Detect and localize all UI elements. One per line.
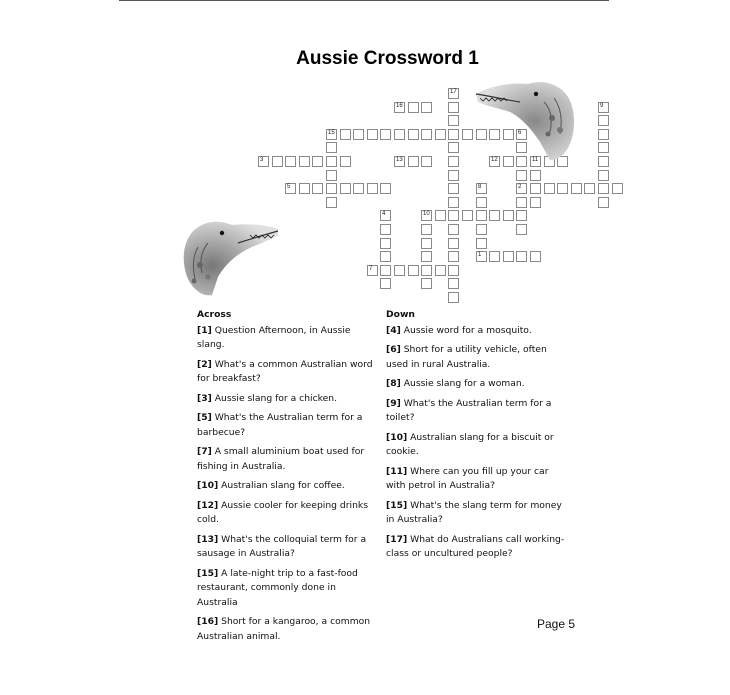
clue-text: What's the slang term for money in Australia? bbox=[386, 499, 562, 525]
crossword-cell[interactable] bbox=[421, 129, 432, 140]
crossword-cell[interactable] bbox=[476, 210, 487, 221]
crossword-cell[interactable] bbox=[544, 183, 555, 194]
clue-number: [10] bbox=[386, 431, 408, 443]
down-clue bbox=[386, 499, 570, 528]
cell-number: 10 bbox=[423, 211, 430, 217]
across-clue bbox=[197, 392, 375, 407]
crossword-cell[interactable] bbox=[421, 265, 432, 276]
clue-text: Question Afternoon, in Aussie slang. bbox=[197, 324, 351, 350]
crossword-cell[interactable] bbox=[516, 197, 527, 208]
crossword-cell[interactable] bbox=[380, 129, 391, 140]
crossword-cell[interactable] bbox=[326, 170, 337, 181]
clue-text: What's the colloquial term for a sausage in Australia? bbox=[197, 533, 367, 559]
cell-number: 7 bbox=[369, 266, 373, 272]
crocodile-illustration-top-right bbox=[470, 72, 580, 162]
clue-number: [15] bbox=[386, 499, 408, 511]
crossword-cell[interactable] bbox=[530, 170, 541, 181]
crossword-cell[interactable] bbox=[598, 129, 609, 140]
crossword-cell[interactable] bbox=[421, 251, 432, 262]
clue-number: [2] bbox=[197, 358, 212, 370]
crossword-cell[interactable] bbox=[408, 129, 419, 140]
crossword-cell[interactable] bbox=[503, 210, 514, 221]
crossword-cell[interactable] bbox=[272, 156, 283, 167]
crossword-cell[interactable] bbox=[571, 183, 582, 194]
crossword-cell[interactable] bbox=[516, 170, 527, 181]
crossword-cell[interactable] bbox=[530, 197, 541, 208]
cell-number: 6 bbox=[518, 130, 522, 136]
crossword-cell[interactable] bbox=[408, 265, 419, 276]
cell-number: 1 bbox=[478, 252, 482, 258]
across-heading: Across bbox=[197, 309, 232, 320]
crossword-cell[interactable] bbox=[448, 142, 459, 153]
crossword-cell[interactable] bbox=[380, 251, 391, 262]
crossword-cell[interactable] bbox=[299, 183, 310, 194]
crossword-cell[interactable] bbox=[421, 156, 432, 167]
clue-text: Aussie cooler for keeping drinks cold. bbox=[197, 499, 369, 525]
crossword-cell[interactable] bbox=[285, 183, 296, 194]
down-clue bbox=[386, 465, 570, 494]
crossword-cell[interactable] bbox=[380, 183, 391, 194]
crossword-cell[interactable] bbox=[448, 129, 459, 140]
across-clue bbox=[197, 615, 375, 644]
across-clue bbox=[197, 479, 375, 494]
crossword-cell[interactable] bbox=[516, 251, 527, 262]
down-clue bbox=[386, 324, 570, 339]
crossword-cell[interactable] bbox=[421, 210, 432, 221]
crossword-cell[interactable] bbox=[299, 156, 310, 167]
crossword-cell[interactable] bbox=[448, 292, 459, 303]
crossword-cell[interactable] bbox=[340, 129, 351, 140]
crossword-cell[interactable] bbox=[326, 183, 337, 194]
crossword-cell[interactable] bbox=[435, 210, 446, 221]
clue-number: [1] bbox=[197, 324, 212, 336]
crossword-cell[interactable] bbox=[408, 102, 419, 113]
crossword-cell[interactable] bbox=[557, 183, 568, 194]
clue-text: Aussie word for a mosquito. bbox=[403, 324, 532, 336]
down-clue bbox=[386, 397, 570, 426]
crossword-cell[interactable] bbox=[394, 265, 405, 276]
crossword-cell[interactable] bbox=[380, 238, 391, 249]
crossword-cell[interactable] bbox=[435, 129, 446, 140]
crossword-cell[interactable] bbox=[476, 238, 487, 249]
page-title: Aussie Crossword 1 bbox=[296, 48, 479, 69]
crossword-cell[interactable] bbox=[598, 142, 609, 153]
crossword-cell[interactable] bbox=[476, 183, 487, 194]
cell-number: 8 bbox=[478, 184, 482, 190]
crossword-cell[interactable] bbox=[367, 265, 378, 276]
crossword-cell[interactable] bbox=[448, 102, 459, 113]
clue-number: [13] bbox=[197, 533, 219, 545]
crossword-cell[interactable] bbox=[598, 156, 609, 167]
crossword-cell[interactable] bbox=[367, 183, 378, 194]
crossword-cell[interactable] bbox=[394, 102, 405, 113]
crossword-cell[interactable] bbox=[421, 224, 432, 235]
crossword-cell[interactable] bbox=[489, 251, 500, 262]
crossword-cell[interactable] bbox=[503, 251, 514, 262]
crossword-cell[interactable] bbox=[448, 115, 459, 126]
crossword-grid bbox=[0, 0, 730, 300]
crossword-cell[interactable] bbox=[448, 251, 459, 262]
clue-text: A small aluminium boat used for fishing in Australia. bbox=[197, 446, 365, 472]
cell-number: 4 bbox=[382, 211, 386, 217]
crossword-cell[interactable] bbox=[462, 210, 473, 221]
crocodile-illustration-left bbox=[178, 203, 280, 298]
crossword-cell[interactable] bbox=[516, 210, 527, 221]
down-clue bbox=[386, 533, 570, 562]
clue-number: [15] bbox=[197, 567, 219, 579]
clue-number: [17] bbox=[386, 533, 408, 545]
clue-text: What's a common Australian word for breakfast? bbox=[197, 358, 373, 384]
cell-number: 3 bbox=[260, 157, 264, 163]
across-clue bbox=[197, 358, 375, 387]
crossword-cell[interactable] bbox=[516, 224, 527, 235]
clue-text: A late-night trip to a fast-food restaurant, commonly done in Australia bbox=[197, 567, 358, 608]
crossword-cell[interactable] bbox=[612, 183, 623, 194]
crossword-cell[interactable] bbox=[408, 156, 419, 167]
crossword-cell[interactable] bbox=[448, 170, 459, 181]
clue-text: What's the Australian term for a toilet? bbox=[386, 397, 552, 423]
clue-number: [4] bbox=[386, 324, 401, 336]
across-clues bbox=[197, 308, 375, 649]
crossword-cell[interactable] bbox=[380, 278, 391, 289]
crossword-cell[interactable] bbox=[353, 129, 364, 140]
cell-number: 13 bbox=[396, 157, 403, 163]
crossword-cell[interactable] bbox=[367, 129, 378, 140]
crossword-cell[interactable] bbox=[489, 210, 500, 221]
crossword-cell[interactable] bbox=[516, 183, 527, 194]
clue-number: [12] bbox=[197, 499, 219, 511]
cell-number: 2 bbox=[518, 184, 522, 190]
crossword-cell[interactable] bbox=[448, 224, 459, 235]
clue-text: What do Australians call working-class or uncultured people? bbox=[386, 533, 565, 559]
across-clue bbox=[197, 533, 375, 562]
across-clue bbox=[197, 324, 375, 353]
clue-number: [9] bbox=[386, 397, 401, 409]
crossword-cell[interactable] bbox=[448, 88, 459, 99]
clue-text: Australian slang for coffee. bbox=[221, 480, 345, 491]
crossword-cell[interactable] bbox=[380, 210, 391, 221]
clue-number: [7] bbox=[197, 446, 212, 457]
crossword-cell[interactable] bbox=[598, 197, 609, 208]
crossword-cell[interactable] bbox=[421, 278, 432, 289]
across-clue bbox=[197, 445, 375, 474]
crossword-cell[interactable] bbox=[326, 129, 337, 140]
crossword-cell[interactable] bbox=[421, 238, 432, 249]
clue-text: Where can you fill up your car with petrol in Australia? bbox=[386, 465, 549, 491]
cell-number: 12 bbox=[491, 157, 498, 163]
across-clue bbox=[197, 567, 375, 611]
crossword-cell[interactable] bbox=[448, 265, 459, 276]
crossword-cell[interactable] bbox=[285, 156, 296, 167]
crossword-cell[interactable] bbox=[530, 183, 541, 194]
crossword-cell[interactable] bbox=[394, 129, 405, 140]
crossword-cell[interactable] bbox=[435, 265, 446, 276]
crossword-cell[interactable] bbox=[530, 251, 541, 262]
crossword-cell[interactable] bbox=[448, 183, 459, 194]
crossword-cell[interactable] bbox=[476, 197, 487, 208]
crossword-cell[interactable] bbox=[598, 183, 609, 194]
crossword-cell[interactable] bbox=[258, 156, 269, 167]
crossword-cell[interactable] bbox=[448, 210, 459, 221]
clue-number: [6] bbox=[386, 344, 401, 355]
crossword-cell[interactable] bbox=[326, 142, 337, 153]
crossword-cell[interactable] bbox=[584, 183, 595, 194]
crossword-cell[interactable] bbox=[598, 102, 609, 113]
clue-text: What's the Australian term for a barbecue? bbox=[197, 412, 363, 438]
crossword-cell[interactable] bbox=[326, 156, 337, 167]
crossword-cell[interactable] bbox=[380, 224, 391, 235]
clue-text: Aussie slang for a chicken. bbox=[214, 392, 338, 404]
crossword-cell[interactable] bbox=[598, 115, 609, 126]
down-clues bbox=[386, 308, 570, 567]
crossword-cell[interactable] bbox=[326, 197, 337, 208]
clue-number: [16] bbox=[197, 616, 219, 627]
crossword-cell[interactable] bbox=[312, 156, 323, 167]
clue-text: Short for a kangaroo, a common Australian animal. bbox=[197, 616, 371, 642]
crossword-cell[interactable] bbox=[448, 238, 459, 249]
down-clue bbox=[386, 377, 570, 392]
cell-number: 9 bbox=[600, 103, 604, 109]
across-clue bbox=[197, 499, 375, 528]
crossword-cell[interactable] bbox=[598, 170, 609, 181]
cell-number: 11 bbox=[532, 157, 539, 163]
clue-text: Aussie slang for a woman. bbox=[403, 378, 525, 389]
crossword-cell[interactable] bbox=[380, 265, 391, 276]
crossword-cell[interactable] bbox=[340, 183, 351, 194]
crossword-cell[interactable] bbox=[448, 197, 459, 208]
crossword-cell[interactable] bbox=[448, 156, 459, 167]
crossword-cell[interactable] bbox=[476, 224, 487, 235]
crossword-cell[interactable] bbox=[448, 278, 459, 289]
clue-number: [10] bbox=[197, 480, 219, 491]
clue-text: Australian slang for a biscuit or cookie. bbox=[386, 431, 554, 457]
down-clue bbox=[386, 343, 570, 372]
across-clue bbox=[197, 411, 375, 440]
crossword-cell[interactable] bbox=[394, 156, 405, 167]
clue-number: [11] bbox=[386, 465, 408, 477]
clue-number: [5] bbox=[197, 412, 212, 423]
crossword-cell[interactable] bbox=[353, 183, 364, 194]
cell-number: 15 bbox=[328, 130, 335, 136]
clue-number: [3] bbox=[197, 392, 212, 404]
crossword-cell[interactable] bbox=[312, 183, 323, 194]
crossword-cell[interactable] bbox=[476, 251, 487, 262]
cell-number: 5 bbox=[287, 184, 291, 190]
clue-number: [8] bbox=[386, 378, 401, 389]
cell-number: 16 bbox=[396, 103, 403, 109]
clue-text: Short for a utility vehicle, often used in rural Australia. bbox=[386, 344, 547, 370]
down-clue bbox=[386, 431, 570, 460]
down-heading: Down bbox=[386, 309, 415, 320]
cell-number: 17 bbox=[450, 89, 457, 95]
crossword-cell[interactable] bbox=[421, 102, 432, 113]
page-number: Page 5 bbox=[537, 617, 576, 631]
crossword-cell[interactable] bbox=[340, 156, 351, 167]
